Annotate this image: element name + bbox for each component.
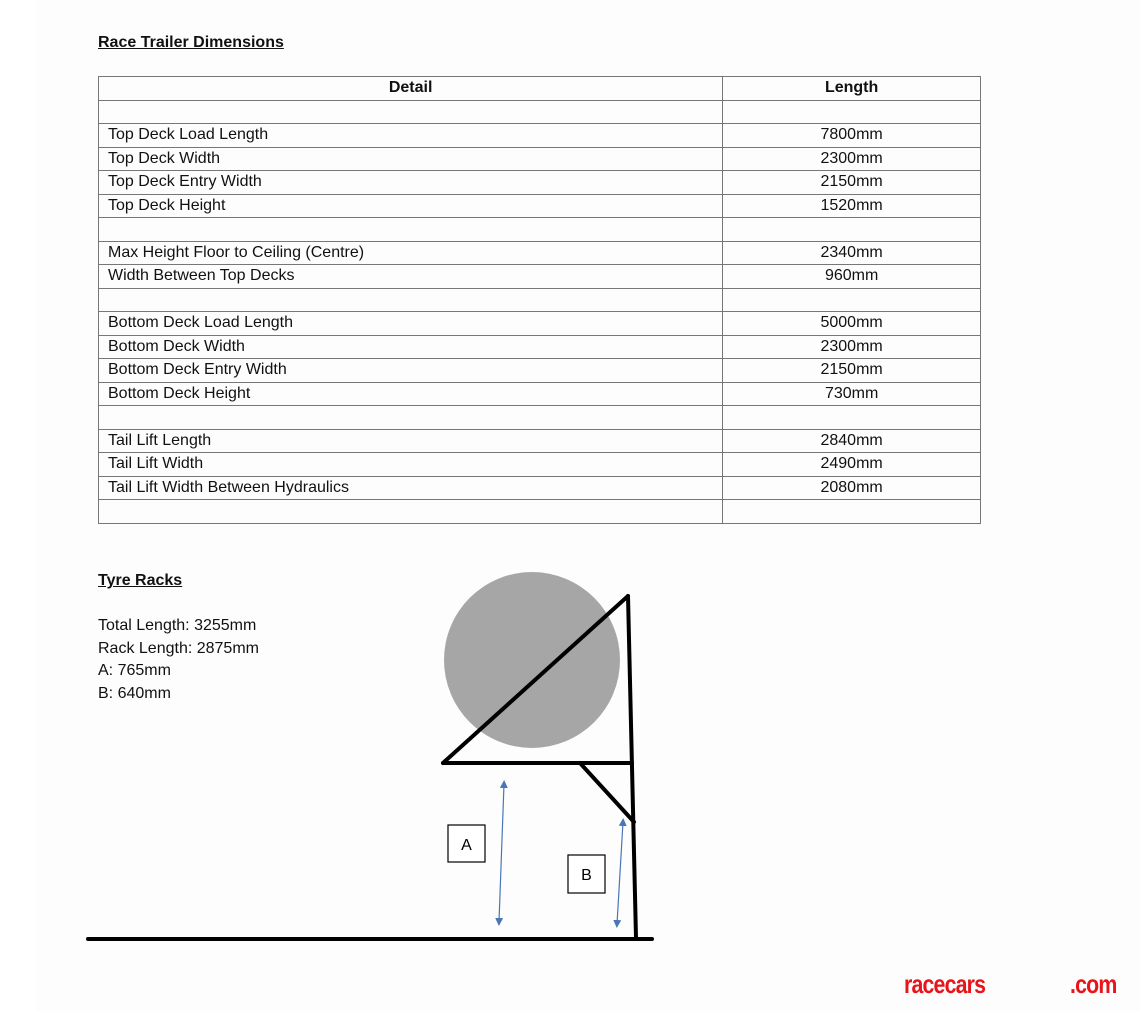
arrow-a <box>499 784 504 922</box>
length-cell: 2340mm <box>723 241 981 265</box>
length-cell: 5000mm <box>723 312 981 336</box>
length-cell: 1520mm <box>723 194 981 218</box>
length-cell: 2150mm <box>723 359 981 383</box>
length-cell: 2490mm <box>723 453 981 477</box>
length-cell: 2080mm <box>723 476 981 500</box>
length-cell: 7800mm <box>723 124 981 148</box>
detail-cell: Bottom Deck Height <box>99 382 723 406</box>
label-a-text: A <box>461 837 472 854</box>
dimension-arrows <box>499 784 623 924</box>
detail-cell: Bottom Deck Width <box>99 335 723 359</box>
length-column-header: Length <box>723 77 981 101</box>
detail-cell: Width Between Top Decks <box>99 265 723 289</box>
detail-cell: Top Deck Load Length <box>99 124 723 148</box>
watermark-dotcom: .com <box>1070 969 1117 999</box>
detail-cell: Top Deck Height <box>99 194 723 218</box>
detail-cell: Max Height Floor to Ceiling (Centre) <box>99 241 723 265</box>
length-cell: 2840mm <box>723 429 981 453</box>
detail-cell: Top Deck Width <box>99 147 723 171</box>
label-a-box <box>448 825 485 862</box>
length-cell: 960mm <box>723 265 981 289</box>
label-b-box <box>568 855 605 893</box>
rack-brace-line <box>580 763 634 822</box>
length-cell: 2300mm <box>723 335 981 359</box>
spec-rack-length: Rack Length: 2875mm <box>98 639 259 657</box>
spec-total-length: Total Length: 3255mm <box>98 617 257 634</box>
spec-a: A: 765mm <box>98 662 171 679</box>
tyre-racks-title: Tyre Racks <box>98 572 183 589</box>
document-title: Race Trailer Dimensions <box>98 34 284 51</box>
detail-cell: Tail Lift Width <box>99 453 723 477</box>
length-cell: 2150mm <box>723 171 981 195</box>
arrow-b <box>617 822 623 924</box>
watermark-racecars: racecars <box>904 969 986 999</box>
detail-cell: Bottom Deck Load Length <box>99 312 723 336</box>
spec-b: B: 640mm <box>98 684 171 702</box>
detail-cell: Tail Lift Length <box>99 429 723 453</box>
tyre-circle <box>444 572 620 748</box>
detail-column-header: Detail <box>99 77 723 101</box>
length-cell: 730mm <box>723 382 981 406</box>
length-cell: 2300mm <box>723 147 981 171</box>
detail-cell: Tail Lift Width Between Hydraulics <box>99 476 723 500</box>
rack-upright-line <box>628 596 636 938</box>
label-b-text: B <box>581 867 592 884</box>
detail-cell: Top Deck Entry Width <box>99 171 723 195</box>
detail-cell: Bottom Deck Entry Width <box>99 359 723 383</box>
